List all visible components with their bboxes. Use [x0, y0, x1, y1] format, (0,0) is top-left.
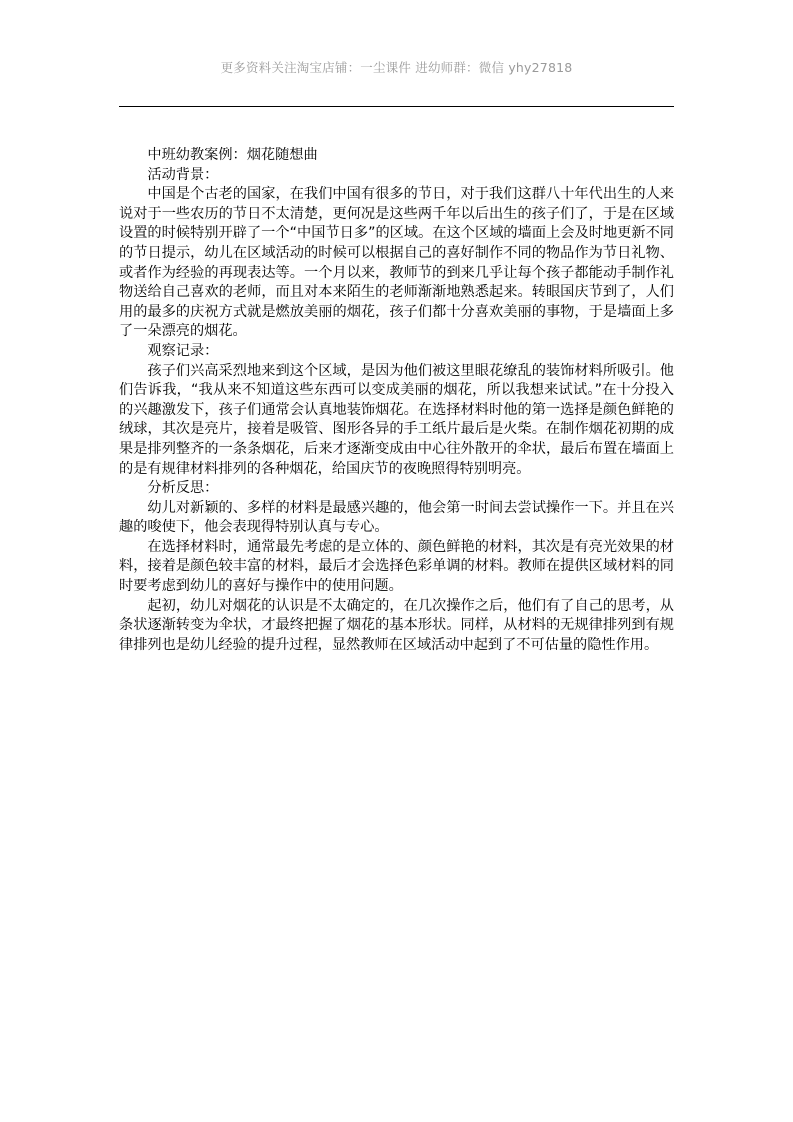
- observation-paragraph: 孩子们兴高采烈地来到这个区域，是因为他们被这里眼花缭乱的装饰材料所吸引。他们告诉我，“我从来不知道这些东西可以变成美丽的烟花，所以我想来试试。”在十分投入的兴趣激发下，孩子们通常会认真地装饰烟花。在选择材料时他的第一选择是颜色鲜艳的绒球，其次是亮片，接着是吸管、图形各异的手工纸片最后是火柴。在制作烟花初期的成果是排列整齐的一条条烟花，后来才逐渐变成由中心往外散开的伞状，最后布置在墙面上的是有规律材料排列的各种烟花，给国庆节的夜晚照得特别明亮。: [119, 362, 674, 477]
- background-paragraph: 中国是个古老的国家，在我们中国有很多的节日，对于我们这群八十年代出生的人来说对于一些农历的节日不太清楚，更何况是这些两千年以后出生的孩子们了，于是在区域设置的时候特别开辟了一个“中国节日多”的区域。在这个区域的墙面上会及时地更新不同的节日提示，幼儿在区域活动的时候可以根据自己的喜好制作不同的物品作为节日礼物、或者作为经验的再现表达等。一个月以来，教师节的到来几乎让每个孩子都能动手制作礼物送给自己喜欢的老师，而且对本来陌生的老师渐渐地熟悉起来。转眼国庆节到了，人们用的最多的庆祝方式就是燃放美丽的烟花，孩子们都十分喜欢美丽的事物，于是墙面上多了一朵漂亮的烟花。: [119, 186, 674, 340]
- background-heading: 活动背景：: [147, 166, 219, 183]
- analysis-paragraph-3: 起初，幼儿对烟花的认识是不太确定的，在几次操作之后，他们有了自己的思考，从条状逐渐转变为伞状，才最终把握了烟花的基本形状。同样，从材料的无规律排列到有规律排列也是幼儿经验的提升过程，显然教师在区域活动中起到了不可估量的隐性作用。: [119, 597, 674, 653]
- analysis-paragraph-1: 幼儿对新颖的、多样的材料是最感兴趣的，他会第一时间去尝试操作一下。并且在兴趣的唆使下，他会表现得特别认真与专心。: [119, 499, 674, 536]
- analysis-paragraph-2: 在选择材料时，通常最先考虑的是立体的、颜色鲜艳的材料，其次是有亮光效果的材料，接着是颜色较丰富的材料，最后才会选择色彩单调的材料。教师在提供区域材料的同时要考虑到幼儿的喜好与操作中的使用问题。: [119, 538, 674, 595]
- page-header: 更多资料关注淘宝店铺：一尘课件 进幼师群：微信 yhy27818: [220, 60, 573, 75]
- header-divider: [119, 106, 674, 107]
- document-body: [119, 146, 674, 655]
- document-title: 中班幼教案例：烟花随想曲: [147, 147, 318, 163]
- observation-heading: 观察记录：: [147, 342, 219, 359]
- analysis-heading: 分析反思：: [147, 480, 219, 497]
